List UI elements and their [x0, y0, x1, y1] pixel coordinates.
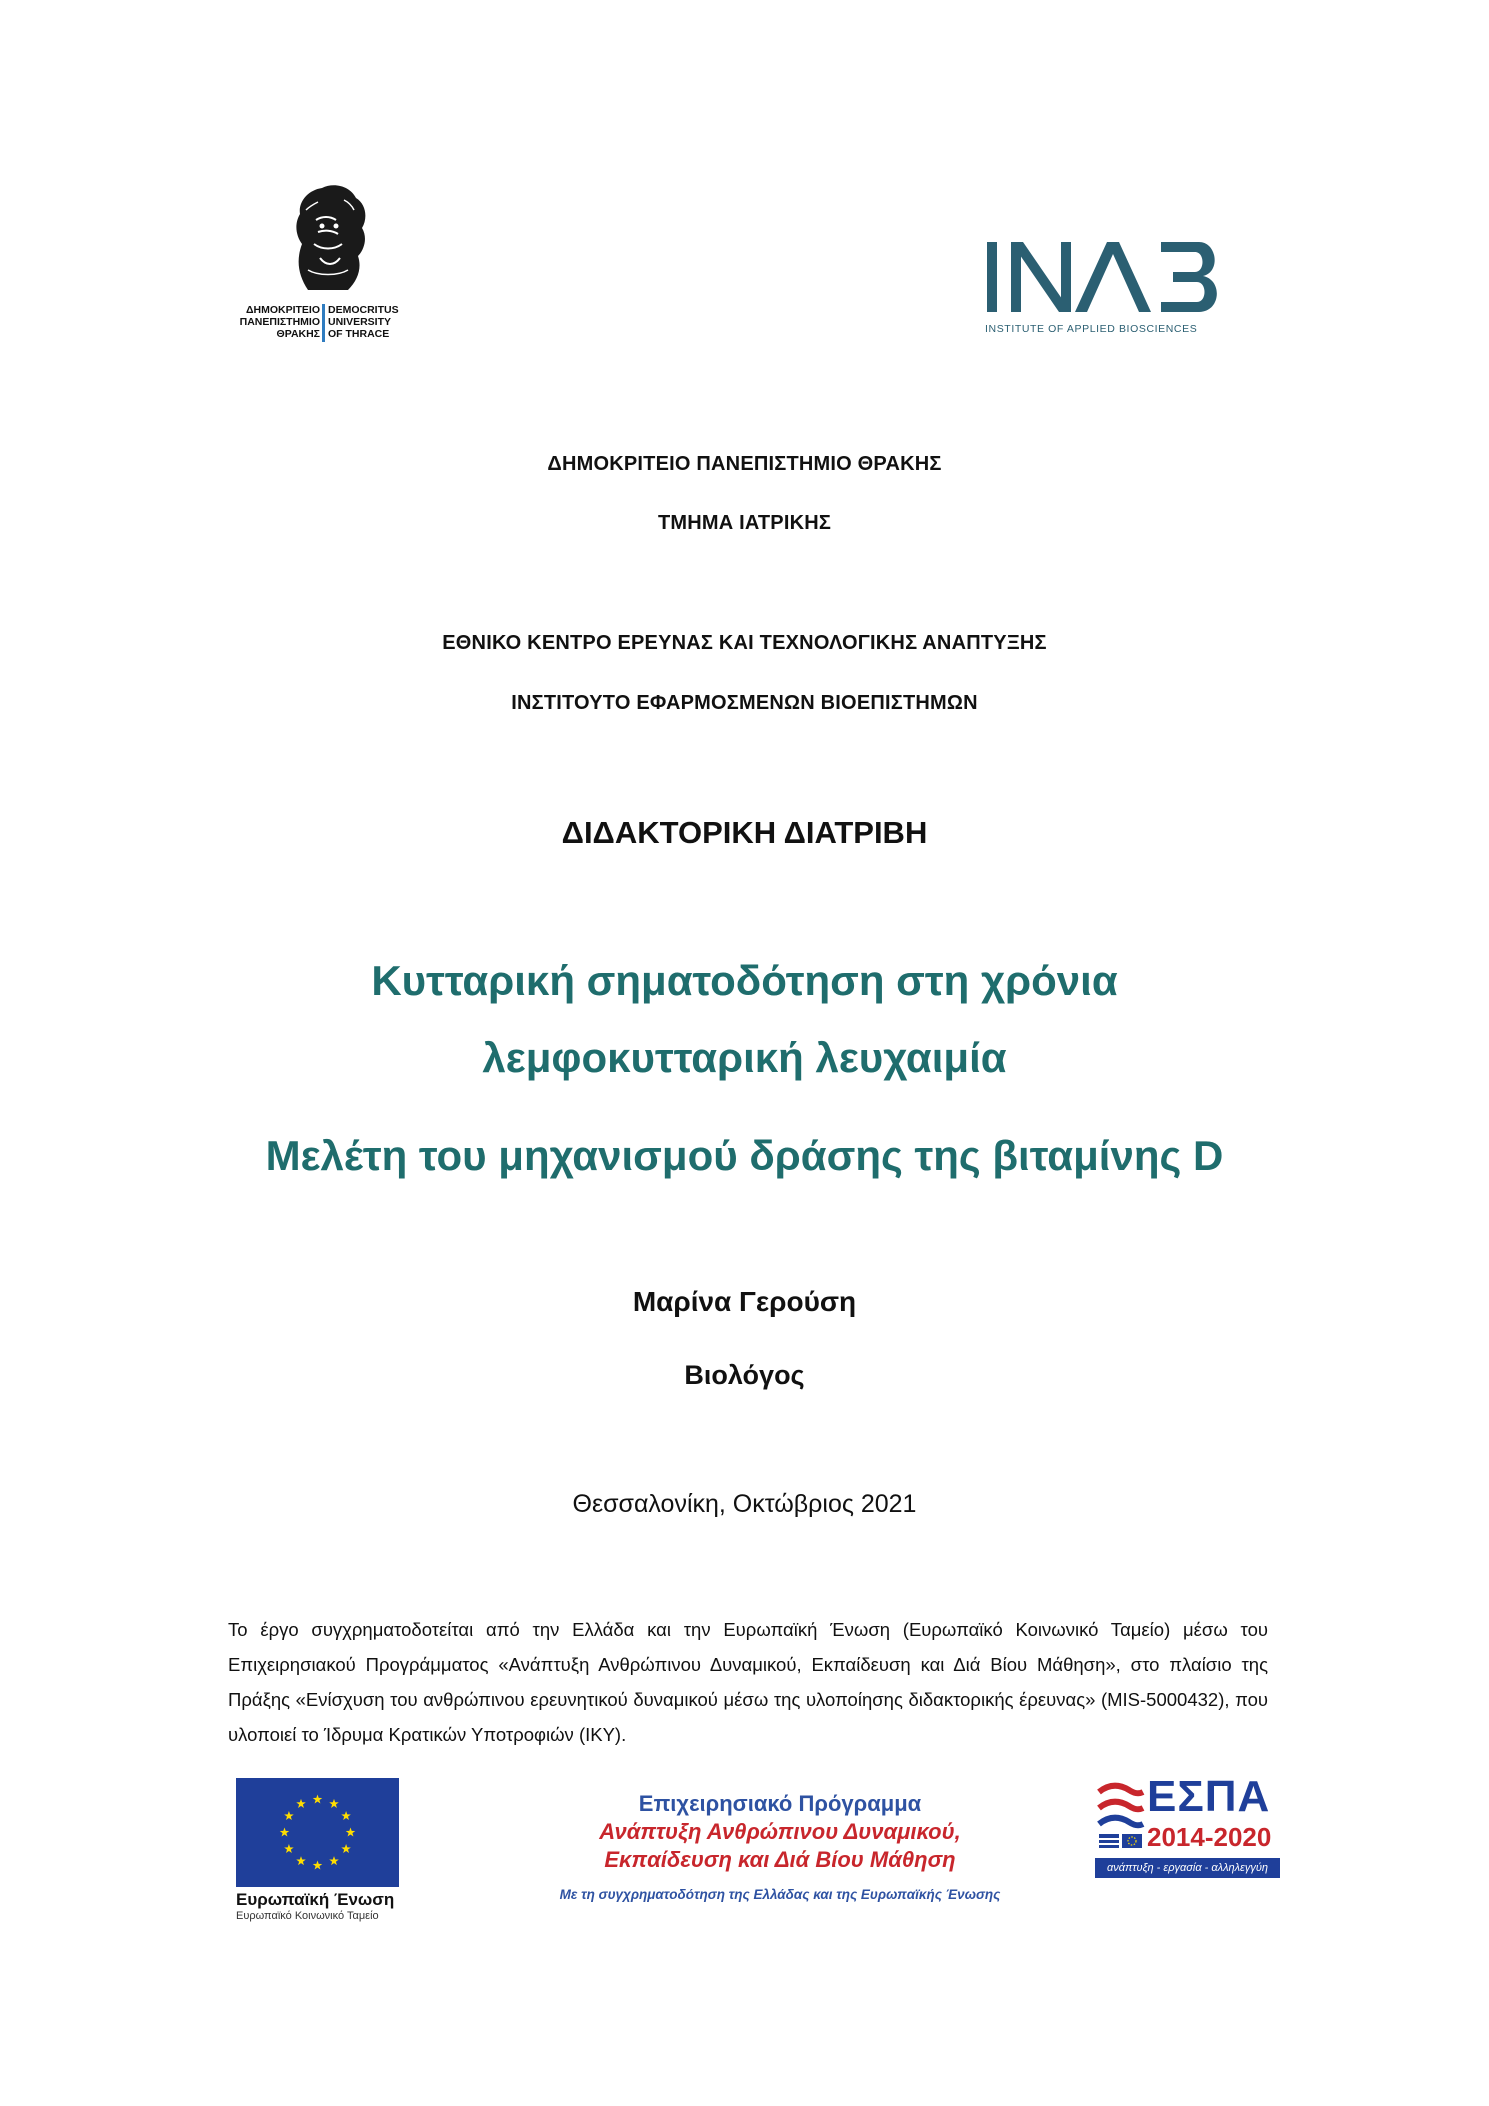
author-name: Μαρίνα Γερούση — [632, 1286, 857, 1317]
place-and-date: Θεσσαλονίκη, Οκτώβριος 2021 — [572, 1490, 917, 1518]
eu-star-icon — [296, 1856, 306, 1865]
author-role: Βιολόγος — [684, 1360, 805, 1390]
eu-flag-icon — [236, 1778, 399, 1887]
espa-logo — [1095, 1772, 1280, 1896]
eu-star-icon — [313, 1795, 323, 1804]
espa-waves-icon — [1095, 1778, 1145, 1856]
op-line-3: Εκπαίδευση και Διά Βίου Μάθηση — [604, 1847, 956, 1872]
democritus-bust-icon — [278, 180, 378, 298]
research-center-name: ΕΘΝΙΚΟ ΚΕΝΤΡΟ ΕΡΕΥΝΑΣ ΚΑΙ ΤΕΧΝΟΛΟΓΙΚΗΣ ΑΝΑΠΤΥΞΗΣ — [442, 632, 1047, 654]
duth-caption-divider — [322, 304, 325, 342]
eu-star-icon — [346, 1828, 356, 1837]
eu-star-icon — [329, 1799, 339, 1808]
eu-title: Ευρωπαϊκή Ένωση — [236, 1890, 395, 1909]
eu-star-icon — [284, 1844, 294, 1853]
duth-caption-greek: ΔΗΜΟΚΡΙΤΕΙΟ ΠΑΝΕΠΙΣΤΗΜΙΟ ΘΡΑΚΗΣ — [239, 304, 320, 340]
document-type: ΔΙΔΑΚΤΟΡΙΚΗ ΔΙΑΤΡΙΒΗ — [561, 815, 928, 850]
university-name: ΔΗΜΟΚΡΙΤΕΙΟ ΠΑΝΕΠΙΣΤΗΜΙΟ ΘΡΑΚΗΣ — [547, 453, 942, 475]
eu-stars-icon — [236, 1778, 399, 1887]
duth-caption-english: DEMOCRITUS UNIVERSITY OF THRACE — [328, 304, 399, 340]
operational-programme-logo — [520, 1790, 1040, 1925]
european-union-logo — [236, 1778, 401, 1920]
democritus-university-logo — [228, 180, 418, 355]
op-line-1: Επιχειρησιακό Πρόγραμμα — [638, 1791, 922, 1816]
espa-word: ΕΣΠΑ — [1147, 1772, 1271, 1821]
inab-wordmark-icon — [985, 238, 1225, 318]
duth-caption — [228, 302, 418, 352]
inab-subtitle: INSTITUTE OF APPLIED BIOSCIENCES — [985, 323, 1198, 335]
eu-star-icon — [313, 1861, 323, 1870]
eu-star-icon — [341, 1844, 351, 1853]
eu-subtitle: Ευρωπαϊκό Κοινωνικό Ταμείο — [236, 1910, 379, 1922]
inab-logo — [985, 238, 1225, 338]
eu-star-icon — [284, 1811, 294, 1820]
funding-note: Το έργο συγχρηματοδοτείται από την Ελλάδα και την Ευρωπαϊκή Ένωση (Ευρωπαϊκό Κοινωνικό Ταμείο) μέσω του Επιχειρησιακού Προγράμματος «Ανάπτυξη Ανθρώπινου Δυναμικού, Εκπαίδευση και Διά Βίου Μάθηση», στο πλαίσιο της Πράξης «Ενίσχυση του ανθρώπινου ερευνητικού δυναμικού μέσω της υλοποίησης διδακτορικής έρευνας» (MIS-5000432), που υλοποιεί το Ίδρυμα Κρατικών Υποτροφιών (ΙΚΥ). — [228, 1619, 1268, 1745]
eu-star-icon — [296, 1799, 306, 1808]
espa-tagline: ανάπτυξη - εργασία - αλληλεγγύη — [1095, 1858, 1280, 1878]
thesis-subtitle: Μελέτη του μηχανισμού δράσης της βιταμίνης D — [265, 1132, 1224, 1179]
eu-star-icon — [280, 1828, 290, 1837]
espa-years: 2014-2020 — [1147, 1822, 1272, 1852]
op-cofunding-line: Με τη συγχρηματοδότηση της Ελλάδας και της Ευρωπαϊκής Ένωσης — [559, 1887, 1001, 1902]
thesis-title-line-2: λεμφοκυτταρική λευχαιμία — [482, 1034, 1007, 1081]
op-line-2: Ανάπτυξη Ανθρώπινου Δυναμικού, — [599, 1819, 961, 1844]
eu-star-icon — [329, 1856, 339, 1865]
eu-star-icon — [341, 1811, 351, 1820]
thesis-title-line-1: Κυτταρική σηματοδότηση στη χρόνια — [371, 957, 1118, 1004]
department-name: ΤΜΗΜΑ ΙΑΤΡΙΚΗΣ — [657, 512, 832, 534]
institute-name: ΙΝΣΤΙΤΟΥΤΟ ΕΦΑΡΜΟΣΜΕΝΩΝ ΒΙΟΕΠΙΣΤΗΜΩΝ — [511, 692, 978, 714]
